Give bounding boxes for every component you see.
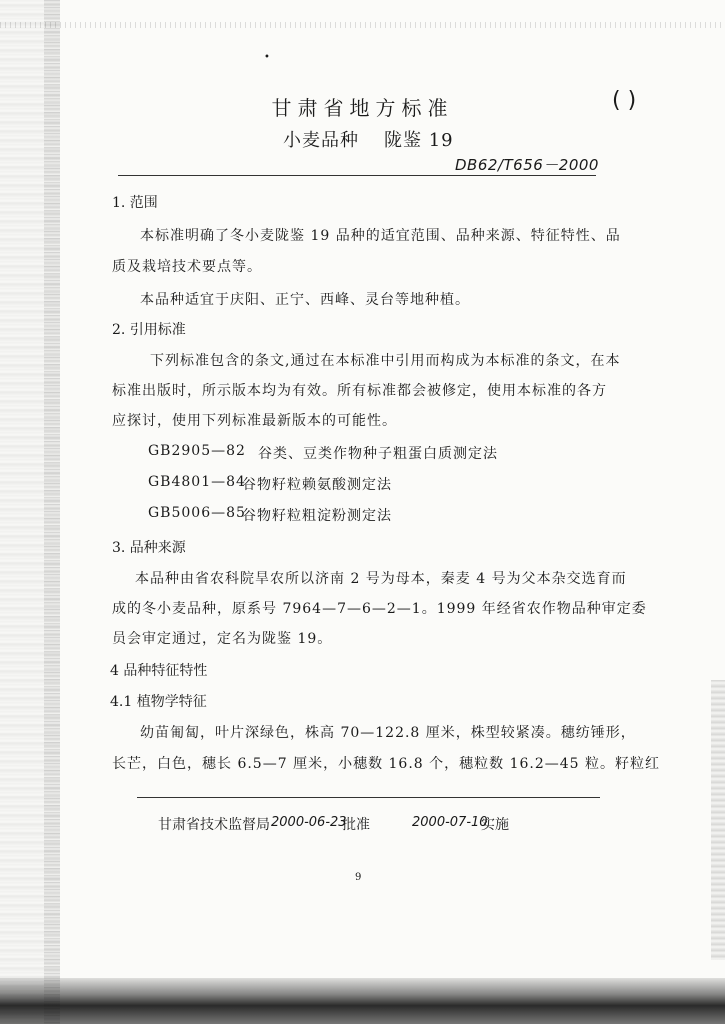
section-3-paragraph-line: 员会审定通过，定名为陇鉴 19。 xyxy=(112,631,333,647)
section-2-paragraph-line: 下列标准包含的条文,通过在本标准中引用而构成为本标准的条文，在本 xyxy=(150,353,621,369)
standard-subtitle: 小麦品种 xyxy=(283,130,359,151)
scan-speck: • xyxy=(264,52,270,63)
section-3-paragraph-line: 成的冬小麦品种，原系号 7964—7—6—2—1。1999 年经省农作物品种审定委 xyxy=(112,601,647,617)
section-4-1-paragraph-line: 长芒，白色，穗长 6.5—7 厘米，小穗数 16.8 个，穗粒数 16.2—45 粒。籽粒红 xyxy=(112,756,661,772)
standard-title: 甘肃省地方标准 xyxy=(271,96,454,120)
section-4-1-heading: 4.1 植物学特征 xyxy=(110,694,207,710)
scan-right-edge xyxy=(711,680,725,960)
section-2-paragraph-line: 标准出版时，所示版本均为有效。所有标准都会被修定，使用本标准的各方 xyxy=(112,383,607,399)
reference-title: 谷物籽粒粗淀粉测定法 xyxy=(242,508,392,524)
section-1-paragraph-line: 质及栽培技术要点等。 xyxy=(112,259,262,275)
scan-bottom-edge xyxy=(0,978,725,1024)
section-4-1-paragraph-line: 幼苗匍匐，叶片深绿色，株高 70—122.8 厘米，株型较紧凑。穗纺锤形， xyxy=(140,725,636,741)
scan-binding-shadow xyxy=(44,0,60,1024)
issue-date: 2000-06-23 xyxy=(271,815,347,830)
reference-code: GB2905—82 xyxy=(148,443,246,459)
header-divider xyxy=(118,175,596,176)
implementation-date: 2000-07-10 xyxy=(412,815,488,830)
approve-label: 批准 xyxy=(342,817,370,833)
handwritten-standard-number: DB62/T656－2000 xyxy=(455,156,599,174)
section-2-heading: 2. 引用标准 xyxy=(112,322,186,338)
reference-title: 谷物籽粒赖氨酸测定法 xyxy=(242,477,392,493)
implementation-label: 实施 xyxy=(481,817,509,833)
handwritten-bracket-mark: ( ) xyxy=(612,88,637,113)
variety-name: 陇鉴 19 xyxy=(384,130,454,151)
reference-code: GB5006—85 xyxy=(148,505,246,521)
section-3-paragraph-line: 本品种由省农科院旱农所以济南 2 号为母本，秦麦 4 号为父本杂交选育而 xyxy=(135,571,627,587)
section-4-heading: 4 品种特征特性 xyxy=(110,663,208,679)
section-3-heading: 3. 品种来源 xyxy=(112,540,186,556)
page-number: 9 xyxy=(355,872,362,883)
scan-top-noise xyxy=(0,22,725,28)
section-1-heading: 1. 范围 xyxy=(112,195,158,211)
reference-code: GB4801—84 xyxy=(148,474,246,490)
section-1-paragraph-line: 本品种适宜于庆阳、正宁、西峰、灵台等地种植。 xyxy=(140,292,470,308)
section-2-paragraph-line: 应探讨，使用下列标准最新版本的可能性。 xyxy=(112,413,397,429)
reference-title: 谷类、豆类作物种子粗蛋白质测定法 xyxy=(258,446,498,462)
issuer-label: 甘肃省技术监督局 xyxy=(158,817,270,833)
footer-divider xyxy=(137,797,600,798)
section-1-paragraph-line: 本标准明确了冬小麦陇鉴 19 品种的适宜范围、品种来源、特征特性、品 xyxy=(140,228,621,244)
